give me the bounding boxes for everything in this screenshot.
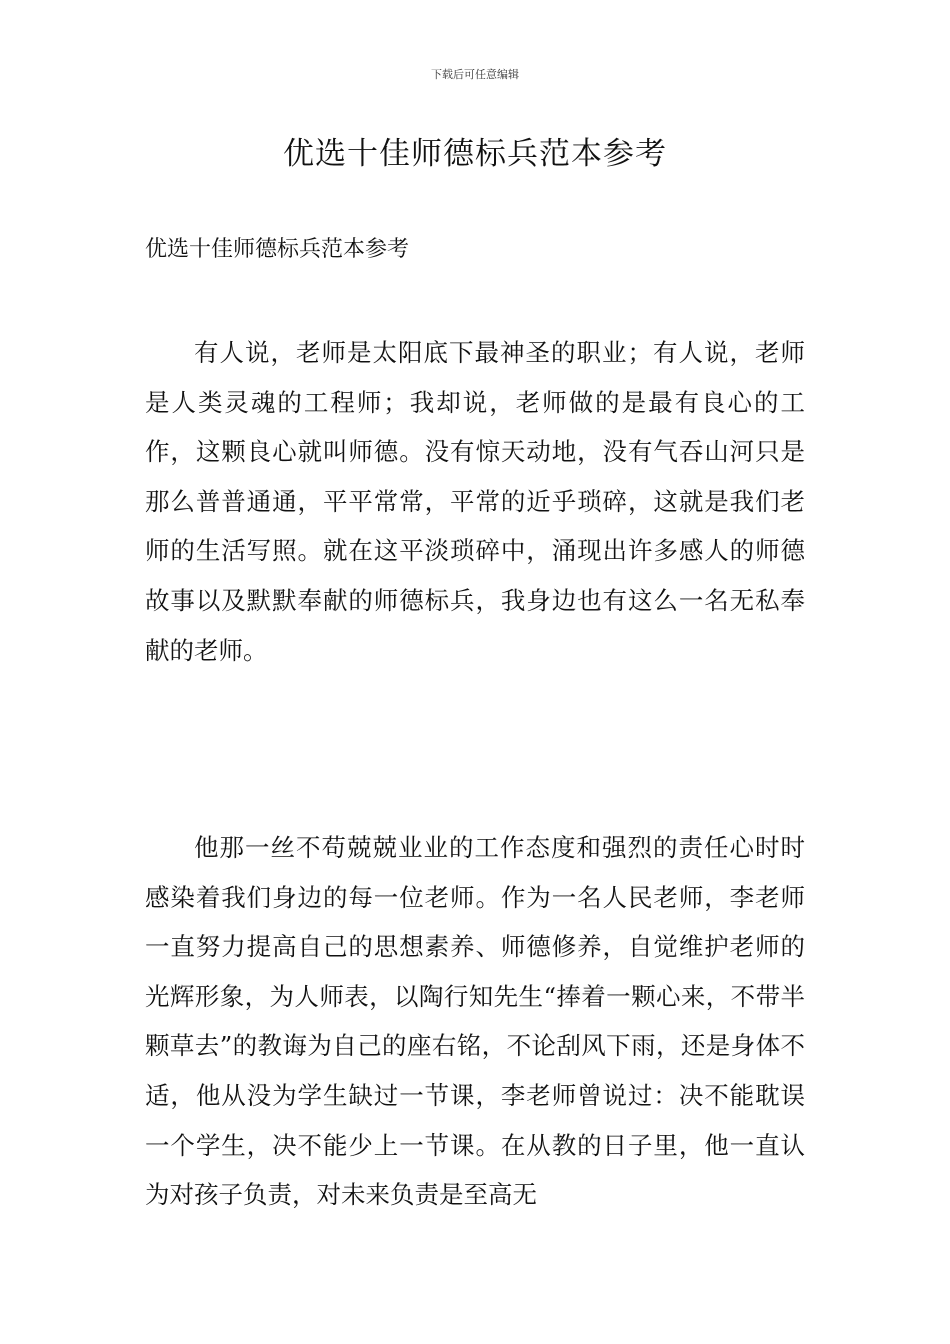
body-paragraph: 他那一丝不苟兢兢业业的工作态度和强烈的责任心时时感染着我们身边的每一位老师。作为一名人民老师，李老师一直努力提高自己的思想素养、师德修养，自觉维护老师的光辉形象，为人师表，以陶行知先生“捧着一颗心来，不带半颗草去”的教诲为自己的座右铭，不论刮风下雨，还是身体不适，他从没为学生缺过一节课，李老师曾说过：决不能耽误一个学生，决不能少上一节课。在从教的日子里，他一直认为对孩子负责，对未来负责是至高无 <box>145 833 805 1210</box>
document-title: 优选十佳师德标兵范本参考 <box>283 136 667 172</box>
document-subtitle: 优选十佳师德标兵范本参考 <box>145 237 410 262</box>
body-paragraph: 有人说，老师是太阳底下最神圣的职业；有人说，老师是人类灵魂的工程师；我却说，老师做的是最有良心的工作，这颗良心就叫师德。没有惊天动地，没有气吞山河只是那么普普通通，平平常常，平常的近乎琐碎，这就是我们老师的生活写照。就在这平淡琐碎中，涌现出许多感人的师德故事以及默默奉献的师德标兵，我身边也有这么一名无私奉献的老师。 <box>145 338 805 665</box>
page-header-note: 下载后可任意编辑 <box>431 68 519 81</box>
